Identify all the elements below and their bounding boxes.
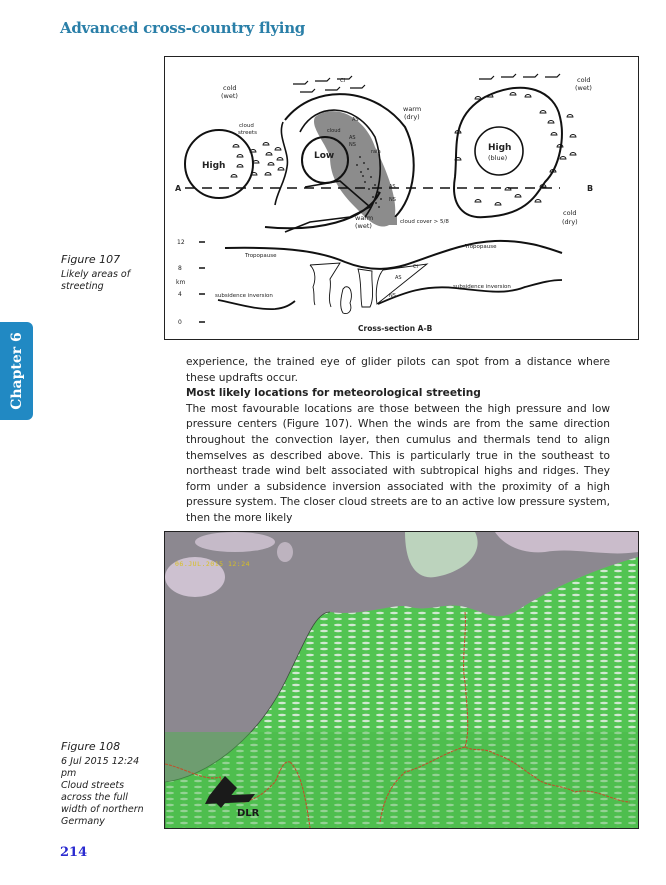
axis-tick-4: 4 (178, 291, 182, 298)
legend-cloud-cover-label: cloud cover > 5/8 (400, 219, 449, 225)
axis-tick-0: 0 (178, 319, 182, 326)
label-warm-dry-2: (dry) (404, 113, 420, 121)
paragraph-1: experience, the trained eye of glider pilots can spot from a distance where these updrafts occur. (186, 356, 610, 384)
label-subsidence-left: subsidence inversion (215, 293, 273, 299)
label-point-a: A (175, 184, 182, 193)
label-ns-2: NS (389, 197, 396, 203)
label-cloud: cloud (327, 128, 341, 134)
label-blue: (blue) (488, 154, 508, 162)
running-head: Advanced cross-country flying (60, 19, 305, 37)
label-ns: NS (349, 142, 356, 148)
label-high-left: High (202, 161, 226, 171)
weather-diagram (165, 57, 638, 339)
figure-107-text: Likely areas of streeting (61, 269, 131, 292)
figure-108-text: Cloud streets across the full width of northern Germany (61, 780, 144, 827)
label-cloud-streets-2: streets (238, 130, 257, 136)
label-cold-dry: cold (563, 209, 577, 217)
label-high-right: High (488, 143, 512, 153)
label-low: Low (314, 151, 335, 161)
label-cold: cold (223, 84, 237, 92)
dlr-logo-text: DLR (237, 808, 260, 819)
label-wet-right: (wet) (575, 84, 592, 92)
label-as-2: AS (349, 135, 356, 141)
axis-label-km: km (176, 279, 186, 286)
cross-section-title: Cross-section A-B (358, 324, 433, 333)
map-timestamp: 06.JUL.2015 12:24 (175, 560, 251, 568)
axis-tick-8: 8 (178, 265, 182, 272)
figure-108-number: Figure 108 (61, 740, 121, 753)
label-dry: (dry) (562, 218, 578, 226)
figure-107-number: Figure 107 (61, 253, 121, 266)
label-cold-right: cold (577, 76, 591, 84)
label-as: AS (352, 117, 359, 123)
land-north (405, 532, 478, 577)
label-cs-ns: NS (389, 293, 396, 299)
label-wet: (wet) (221, 92, 238, 100)
label-cloud-streets: cloud (239, 123, 254, 129)
paragraph-2: The most favourable locations are those between the high pressure and low pressure centers (Figure 107). When the winds are from the same direction throughout the convection layer, then cumulus and thermals tend to align themselves as described above. This is particularly true in the southeast to northeast trade wind belt associated with subtropical highs and ridges. They form under a subsidence inversion associated with the proximity of a high pressure system. The closer cloud streets are to an active low pressure system, then the more likely (186, 402, 610, 524)
figure-108-caption (61, 740, 153, 828)
label-tropopause-right: Tropopause (465, 244, 497, 250)
section-heading: Most likely locations for meteorological streeting (186, 387, 481, 400)
label-tropopause-left: Tropopause (245, 253, 277, 259)
label-subsidence-right: subsidence inversion (453, 284, 511, 290)
chapter-tab-label: Chapter 6 (8, 332, 25, 410)
label-ci: Ci (340, 78, 346, 84)
satellite-map (164, 531, 639, 829)
label-warm-wet-2: (wet) (355, 222, 372, 230)
legend-cloud-cover-swatch (389, 217, 397, 225)
body-text (186, 355, 610, 527)
land-east-north (495, 532, 638, 553)
chapter-tab[interactable] (0, 322, 33, 420)
label-point-b: B (587, 184, 594, 193)
upper-wind-arrows (293, 74, 560, 92)
axis-tick-12: 12 (177, 239, 185, 246)
label-rain: rain (371, 149, 381, 155)
figure-108-date: 6 Jul 2015 12:24 pm (61, 756, 140, 779)
figure-107-diagram (164, 56, 639, 340)
label-as-3: AS (389, 184, 396, 190)
figure-107-caption (61, 253, 136, 293)
label-cs-ci: Ci (413, 264, 418, 270)
km-axis (176, 239, 205, 326)
label-warm-dry: warm (403, 105, 422, 113)
satellite-image (165, 532, 638, 828)
label-cs-as: AS (395, 275, 402, 281)
label-warm-wet: warm (355, 214, 374, 222)
subsidence-inversion-left (218, 300, 295, 309)
page-number: 214 (60, 845, 88, 860)
